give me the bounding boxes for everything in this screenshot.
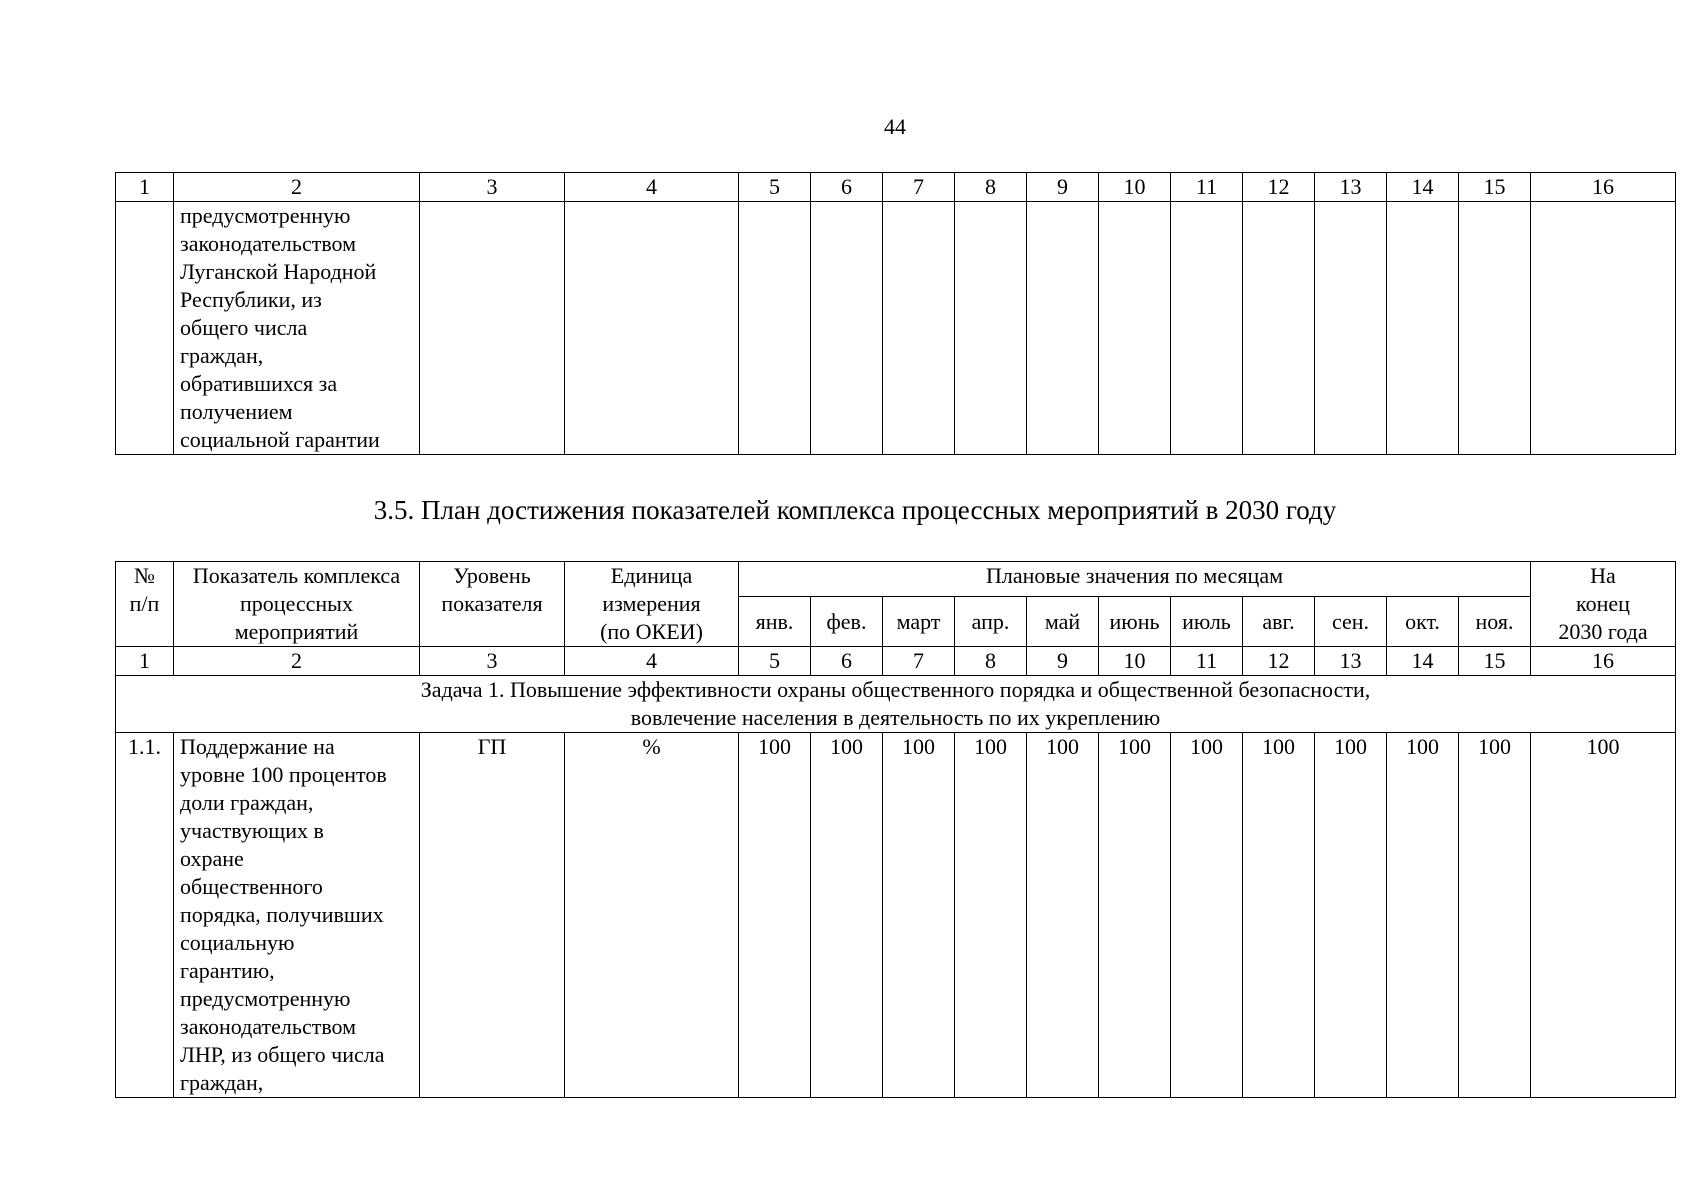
col-num-4: 4 (565, 173, 739, 202)
cont-cell-6 (811, 202, 883, 455)
col-num-3: 3 (420, 173, 565, 202)
header-month-may: май (1027, 597, 1099, 647)
col-num-5: 5 (739, 173, 811, 202)
row-num: 1.1. (116, 733, 174, 1098)
cont-cell-num (116, 202, 174, 455)
col-num-14: 14 (1387, 173, 1459, 202)
row-value-feb: 100 (811, 733, 883, 1098)
header-monthly: Плановые значения по месяцам (739, 562, 1531, 597)
cont-cell-11 (1171, 202, 1243, 455)
cont-cell-5 (739, 202, 811, 455)
header-month-feb: фев. (811, 597, 883, 647)
row-unit: % (565, 733, 739, 1098)
cont-cell-9 (1027, 202, 1099, 455)
header-month-apr: апр. (955, 597, 1027, 647)
header-month-mar: март (883, 597, 955, 647)
row-level: ГП (420, 733, 565, 1098)
header-row-1 (116, 562, 1676, 597)
row-value-may: 100 (1027, 733, 1099, 1098)
col-num-6: 6 (811, 173, 883, 202)
col-num-11: 11 (1171, 647, 1243, 676)
cont-cell-3 (420, 202, 565, 455)
header-num: № п/п (116, 562, 174, 647)
row-value-nov: 100 (1459, 733, 1531, 1098)
cont-cell-10 (1099, 202, 1171, 455)
cont-cell-12 (1243, 202, 1315, 455)
col-num-11: 11 (1171, 173, 1243, 202)
column-number-row (116, 173, 1676, 202)
col-num-12: 12 (1243, 647, 1315, 676)
row-value-apr: 100 (955, 733, 1027, 1098)
col-num-10: 10 (1099, 647, 1171, 676)
header-month-jan: янв. (739, 597, 811, 647)
table-row (116, 733, 1676, 1098)
col-num-2: 2 (174, 647, 420, 676)
task-description: Задача 1. Повышение эффективности охраны общественного порядка и общественной безопасности, вовлечение населения в деятельность по их укреплению (116, 676, 1676, 733)
cont-cell-13 (1315, 202, 1387, 455)
col-num-8: 8 (955, 173, 1027, 202)
continuation-row (116, 202, 1676, 455)
cont-indicator-text: предусмотренную законодательством Луганской Народной Республики, из общего числа граждан, обратившихся за получением социальной гарантии (174, 202, 420, 455)
header-unit: Единица измерения (по ОКЕИ) (565, 562, 739, 647)
row-value-mar: 100 (883, 733, 955, 1098)
col-num-9: 9 (1027, 173, 1099, 202)
col-num-4: 4 (565, 647, 739, 676)
col-num-1: 1 (116, 647, 174, 676)
cont-cell-14 (1387, 202, 1459, 455)
col-num-2: 2 (174, 173, 420, 202)
header-year-end: На конец 2030 года (1531, 562, 1676, 647)
header-month-aug: авг. (1243, 597, 1315, 647)
cont-cell-16 (1531, 202, 1676, 455)
continuation-table (115, 172, 1676, 455)
cont-cell-7 (883, 202, 955, 455)
row-value-sep: 100 (1315, 733, 1387, 1098)
col-num-3: 3 (420, 647, 565, 676)
row-value-jul: 100 (1171, 733, 1243, 1098)
section-title: 3.5. План достижения показателей комплекса процессных мероприятий в 2030 году (373, 495, 1337, 525)
header-month-nov: ноя. (1459, 597, 1531, 647)
header-level: Уровень показателя (420, 562, 565, 647)
cont-cell-8 (955, 202, 1027, 455)
cont-cell-4 (565, 202, 739, 455)
header-indicator: Показатель комплекса процессных мероприятий (174, 562, 420, 647)
col-num-14: 14 (1387, 647, 1459, 676)
row-value-jan: 100 (739, 733, 811, 1098)
task-row (116, 676, 1676, 733)
col-num-15: 15 (1459, 647, 1531, 676)
header-month-oct: окт. (1387, 597, 1459, 647)
row-indicator: Поддержание на уровне 100 процентов доли граждан, участвующих в охране общественного порядка, получивших социальную гарантию, предусмотренную законодательством ЛНР, из общего числа граждан, (174, 733, 420, 1098)
col-num-7: 7 (883, 647, 955, 676)
row-value-oct: 100 (1387, 733, 1459, 1098)
col-num-13: 13 (1315, 647, 1387, 676)
column-number-row (116, 647, 1676, 676)
col-num-15: 15 (1459, 173, 1531, 202)
header-month-jul: июль (1171, 597, 1243, 647)
cont-cell-15 (1459, 202, 1531, 455)
col-num-5: 5 (739, 647, 811, 676)
row-year-end: 100 (1531, 733, 1676, 1098)
col-num-16: 16 (1531, 647, 1676, 676)
header-month-jun: июнь (1099, 597, 1171, 647)
col-num-12: 12 (1243, 173, 1315, 202)
col-num-6: 6 (811, 647, 883, 676)
col-num-9: 9 (1027, 647, 1099, 676)
plan-table (115, 561, 1676, 1098)
col-num-10: 10 (1099, 173, 1171, 202)
col-num-7: 7 (883, 173, 955, 202)
col-num-16: 16 (1531, 173, 1676, 202)
col-num-1: 1 (116, 173, 174, 202)
row-value-jun: 100 (1099, 733, 1171, 1098)
page-number: 44 (884, 114, 906, 139)
col-num-8: 8 (955, 647, 1027, 676)
row-value-aug: 100 (1243, 733, 1315, 1098)
col-num-13: 13 (1315, 173, 1387, 202)
header-month-sep: сен. (1315, 597, 1387, 647)
